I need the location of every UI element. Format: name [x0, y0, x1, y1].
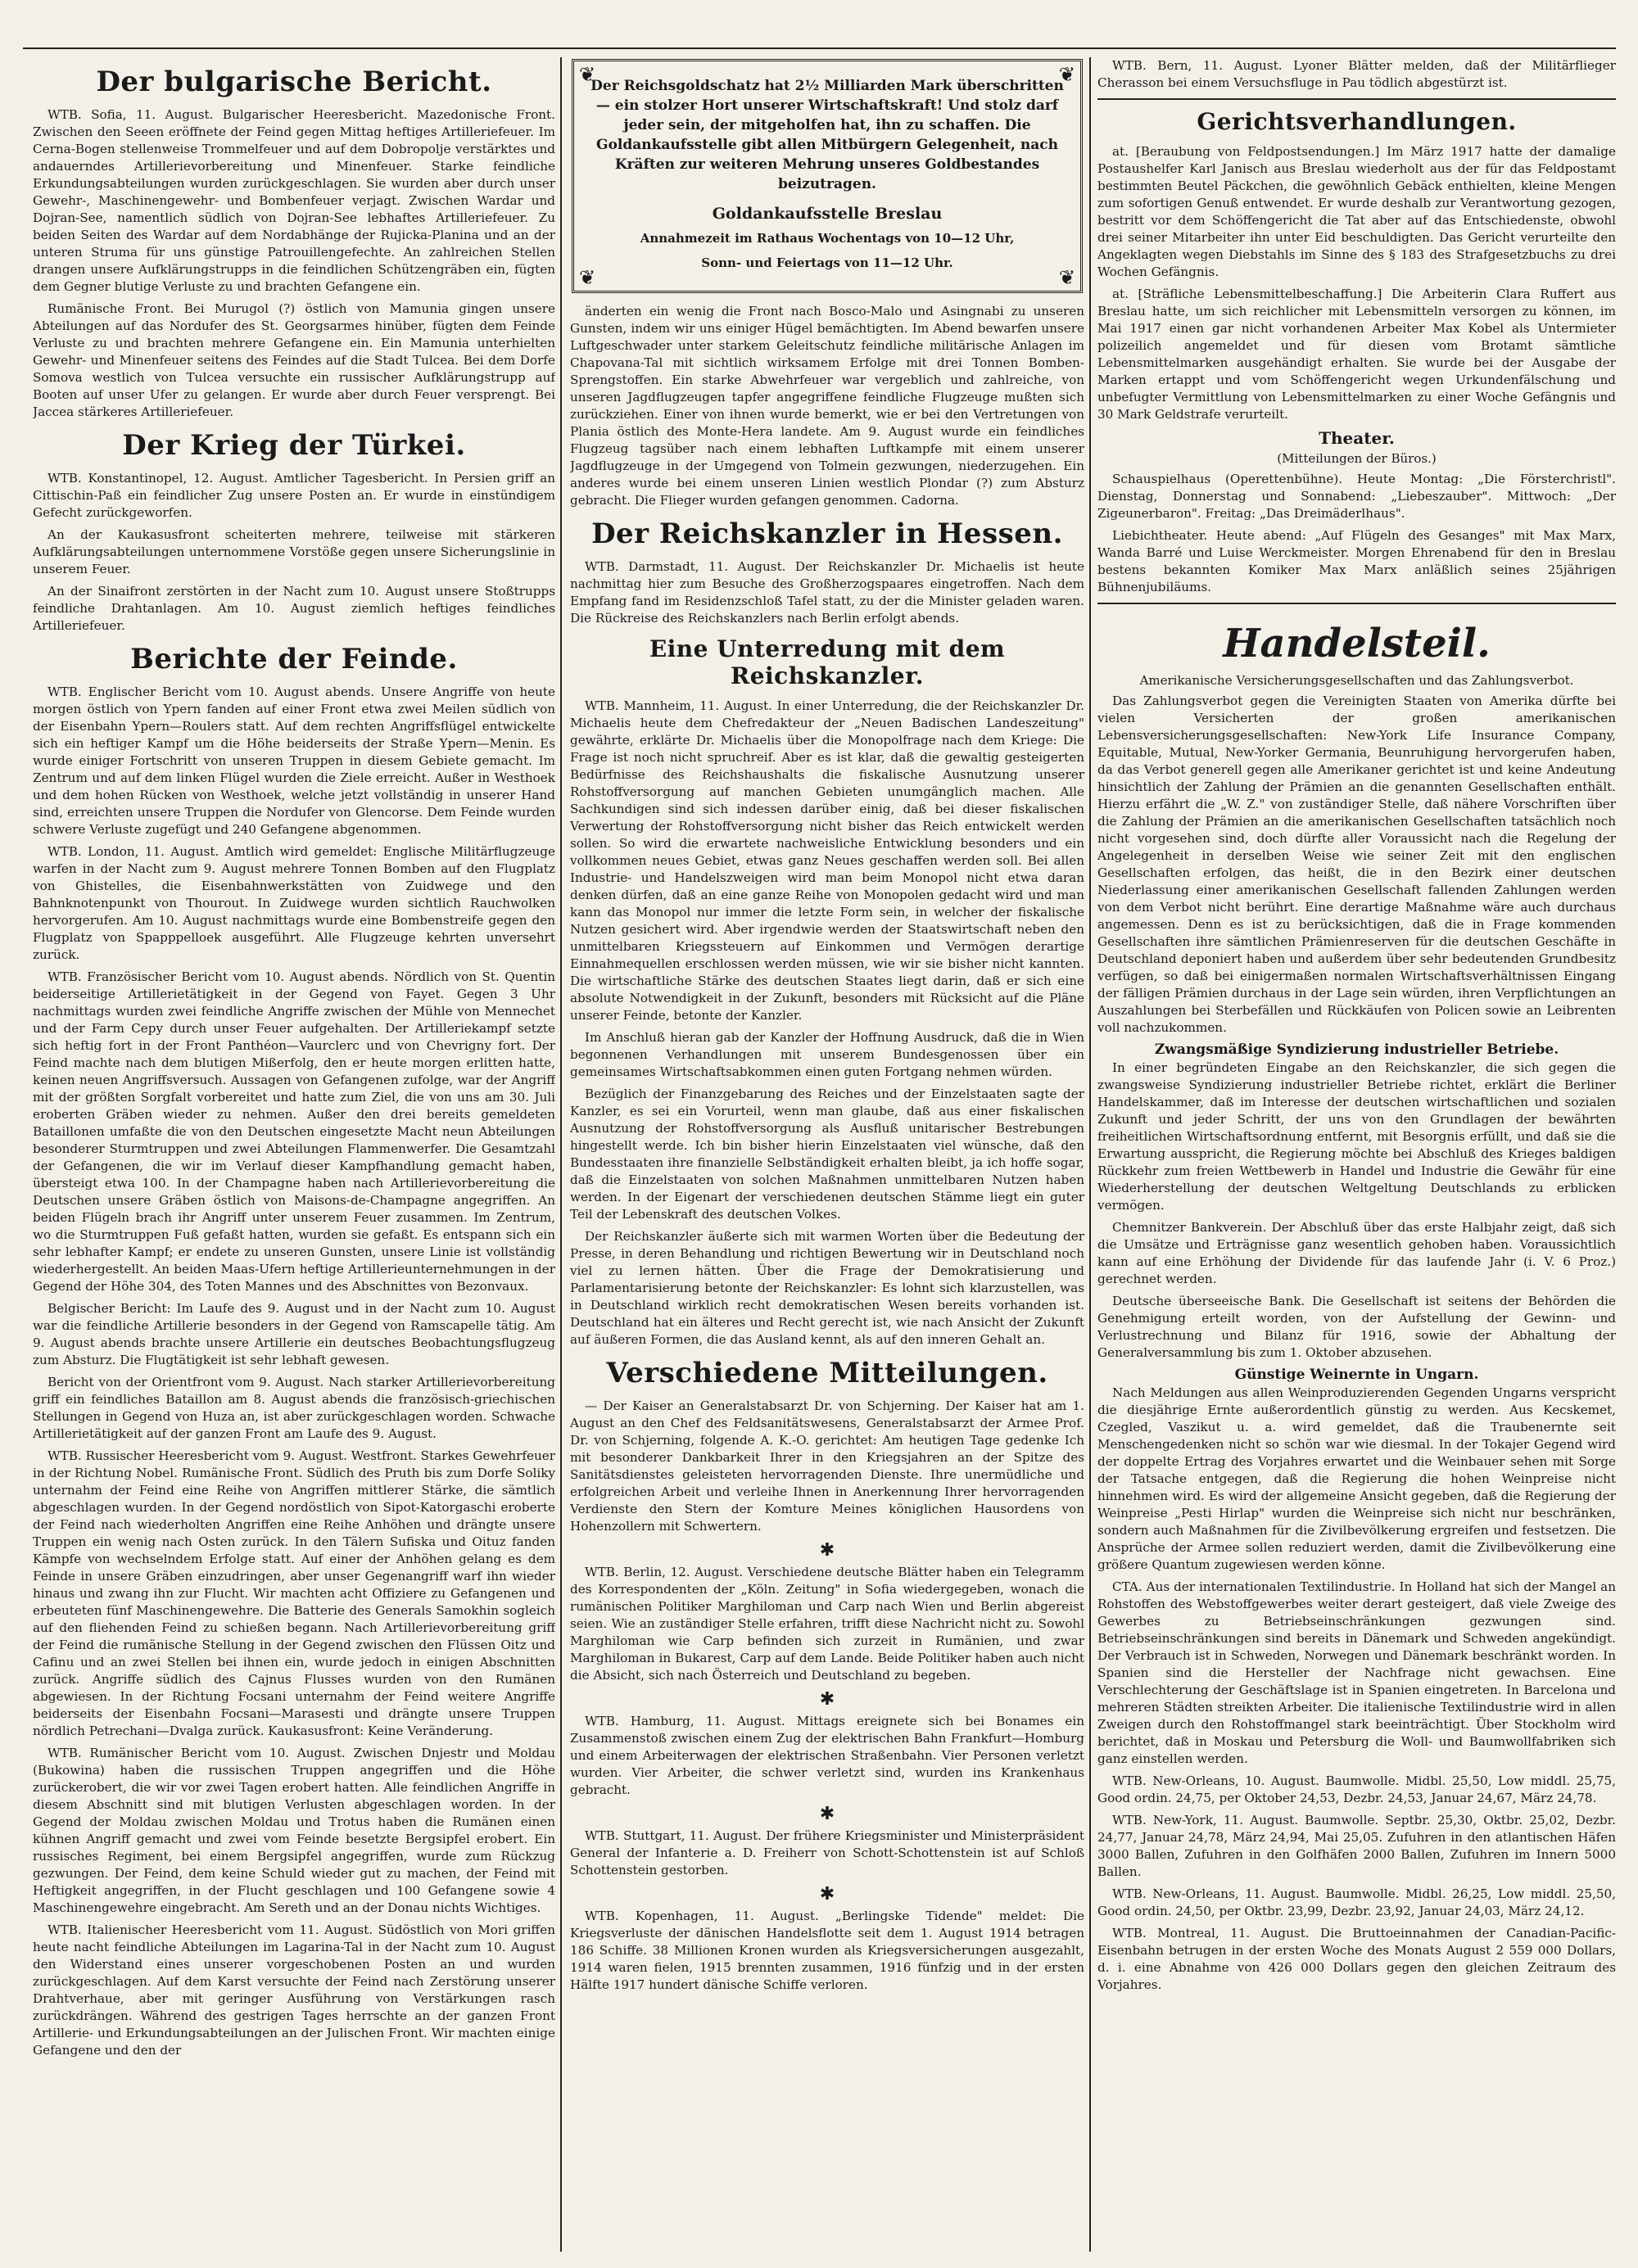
article-paragraph: WTB. New-Orleans, 11. August. Baumwolle. Midbl. 26,25, Low middl. 25,50, Good ordin. 24,50, per Oktbr. 23,99, Dezbr. 23,92, Januar 24,03, März 24,12.: [1097, 1886, 1616, 1918]
column-rule: [560, 57, 562, 2252]
article-paragraph: Belgischer Bericht: Im Laufe des 9. August und in der Nacht zum 10. August war die feindliche Artillerie besonders in der Gegend von Ramscapelle tätig. Am 9. August abends brachte unsere Artillerie ein deutsches Beobachtungsflugzeug zum Absturz. Die Flugtätigkeit ist sehr lebhaft gewesen.: [33, 1301, 555, 1367]
article-paragraph: WTB. Italienischer Heeresbericht vom 11. August. Südöstlich von Mori griffen heute nacht feindliche Abteilungen im Lagarina-Tal in der Nacht zum 10. August den Widerstand eines unserer vorgeschobenen Posten an und wurden zurückgeschlagen. Auf dem Karst versuchte der Feind nach Zerstörung unserer Drahtverhaue, aber mit geringer Ausführung von Verstärkungen rasch zurückdrängen. Während des gestrigen Tages herrschte an der ganzen Front Artillerie- und Erkundungsabteilungen an der Julischen Front. Wir machten einige Gefangene und den der: [33, 1922, 555, 2058]
divider: [1097, 603, 1616, 604]
article-paragraph: Schauspielhaus (Operettenbühne). Heute Montag: „Die Försterchristl". Dienstag, Donnerstag und Sonnabend: „Liebeszauber". Mittwoch: „Der Zigeunerbaron". Freitag: „Das Dreimäderlhaus".: [1097, 472, 1616, 521]
article-paragraph: änderten ein wenig die Front nach Bosco-Malo und Asingnabi zu unseren Gunsten, indem wir uns einiger Hügel bemächtigten. Im Abend bewarfen unsere Luftgeschwader unter starkem Geleitschutz feindliche militärische Anlagen im Chapovana-Tal mit sichtlich wirksamem Erfolge mit drei Tonnen Bomben-Sprengstoffen. Ein starke Abwehrfeuer war vergeblich und zahlreiche, von unseren Jagdflugzeugen tapfer angegriffene feindliche Flugzeuge mußten sich zurückziehen. Einer von ihnen wurde bemerkt, wie er bei den Vertretungen von Plania östlich des Monte-Hera landete. Am 9. August wurde ein feindliches Flugzeug tagsüber nach einem lebhaften Luftkampfe mit einem unserer Jagdflugzeuge in der Umgegend von Tolmein gezwungen, niederzugehen. Ein anderes wurde bei einem unseren Linien westlich Plondar (?) zum Absturz gebracht. Die Flieger wurden gefangen genommen. Cadorna.: [570, 304, 1084, 508]
article-paragraph: at. [Sträfliche Lebensmittelbeschaffung.] Die Arbeiterin Clara Ruffert aus Breslau hatte, um sich reichlicher mit Lebensmitteln versorgen zu können, im Mai 1917 einen gar nicht vorhandenen Arbeiter Max Kobel als Untermieter polizeilich angemeldet und für diesen vom Brotamt sämtliche Lebensmittelmarken ausgehändigt erhalten. Sie wurde bei der Ausgabe der Marken ertappt und vom Schöffengericht wegen Urkundenfälschung und unbefugter Vermittlung von Lebensmittelmarken zu einer Woche Gefängnis und 30 Mark Geldstrafe verurteilt.: [1097, 287, 1616, 422]
article-paragraph: WTB. Berlin, 12. August. Verschiedene deutsche Blätter haben ein Telegramm des Korrespondenten der „Köln. Zeitung" in Sofia wiedergegeben, wonach die rumänischen Politiker Marghiloman und Carp nach Wien und Berlin abgereist seien. Wie an zuständiger Stelle erfahren, trifft diese Nachricht nicht zu. Sowohl Marghiloman wie Carp befinden sich zurzeit in Rumänien, und zwar Marghiloman in Bukarest, Carp auf dem Lande. Beide Politiker haben auch nicht die Absicht, sich nach Österreich und Deutschland zu begeben.: [570, 1565, 1084, 1683]
divider: [1097, 98, 1616, 100]
article-paragraph: WTB. Darmstadt, 11. August. Der Reichskanzler Dr. Michaelis ist heute nachmittag hier zum Besuche des Großherzogspaares eingetroffen. Nach dem Empfang fand im Residenzschloß Tafel statt, zu der die Minister geladen waren. Die Rückreise des Reichskanzlers nach Berlin erfolgt abends.: [570, 559, 1084, 626]
headline-enemy-reports: Berichte der Feinde.: [130, 643, 458, 675]
article-paragraph: WTB. Konstantinopel, 12. August. Amtlicher Tagesbericht. In Persien griff an Cittischin-Paß ein feindlicher Zug unsere Posten an. Er wurde in einstündigem Gefecht zurückgeworfen.: [33, 471, 555, 520]
ornament-icon: ❦: [1058, 63, 1075, 86]
gold-notice-box: [572, 59, 1083, 293]
article-paragraph: WTB. New-Orleans, 10. August. Baumwolle. Midbl. 25,50, Low middl. 25,75, Good ordin. 24,75, per Oktober 24,53, Dezbr. 24,53, Januar 24,67, März 24,78.: [1097, 1773, 1616, 1805]
article-paragraph: Liebichtheater. Heute abend: „Auf Flügeln des Gesanges" mit Max Marx, Wanda Barré und Luise Werckmeister. Morgen Ehrenabend für den in Breslau bestens bekannten Komiker Max Marx anläßlich seines 25jährigen Bühnenjubiläums.: [1097, 528, 1616, 594]
ornament-icon: ❦: [579, 63, 596, 86]
article-paragraph: — Der Kaiser an Generalstabsarzt Dr. von Schjerning. Der Kaiser hat am 1. August an den Chef des Feldsanitätswesens, Generalstabsarzt der Armee Prof. Dr. von Schjerning, folgende A. K.-O. gerichtet: Am heutigen Tage gedenke Ich mit besonderer Dankbarkeit Ihrer in den Kriegsjahren an der Spitze des Sanitätsdienstes geleisteten hervorragenden Dienste. Ihre unermüdliche und erfolgreichen Arbeit und verleihe Ihnen in Anerkennung Ihrer hervorragenden Verdienste den Stern der Komture Meines königlichen Hausordens von Hohenzollern mit Schwertern.: [570, 1398, 1084, 1534]
separator-star-icon: ✱: [819, 1884, 835, 1904]
article-paragraph: Deutsche überseeische Bank. Die Gesellschaft ist seitens der Behörden die Genehmigung erteilt worden, von der Aufstellung der Gewinn- und Verlustrechnung und Bilanz für 1916, sowie der Abhaltung der Generalversammlung bis zum 1. Oktober abzusehen.: [1097, 1294, 1616, 1360]
headline-theater: Theater.: [1319, 428, 1395, 448]
article-paragraph: WTB. Hamburg, 11. August. Mittags ereignete sich bei Bonames ein Zusammenstoß zwischen einem Zug der elektrischen Bahn Frankfurt—Homburg und einem Arbeiterwagen der elektrischen Straßenbahn. Vier Personen verletzt wurden. Vier Arbeiter, die schwer verletzt sind, wurden ins Krankenhaus gebracht.: [570, 1714, 1084, 1797]
article-paragraph: WTB. Mannheim, 11. August. In einer Unterredung, die der Reichskanzler Dr. Michaelis heute dem Chefredakteur der „Neuen Badischen Landeszeitung" gewährte, erklärte Dr. Michaelis über die Monopolfrage nach dem Kriege: Die Frage ist noch nicht spruchreif. Aber es ist klar, daß die gewaltig gesteigerten Bedürfnisse des Reichshaushalts die fiskalische Ausnutzung unserer Rohstoffversorgung auf manchen Gebieten unumgänglich machen. Alle Sachkundigen sind sich indessen darüber einig, daß bei dieser fiskalischen Verwertung der Rohstoffversorgung nicht bisher das Reich entwickelt werden sollen. So wird die erwartete nachweisliche Entwicklung besonders und ein vollkommen neues Gebiet, etwas ganz Neues geschaffen werden soll. Bei allen Industrie- und Handelszweigen wird man beim Monopol nicht etwa daran denken dürfen, daß an eine ganze Reihe von Monopolen gedacht wird und man kann das Monopol nur immer die letzte Form sein, in welcher der fiskalische Nutzen gesichert wird. Aber irgendwie werden der Staatswirtschaft neben den unmittelbaren Kriegssteuern auf Einkommen und Vermögen derartige Einnahmequellen erschlossen werden müssen, wie wir sie bisher nicht kannten. Die wirtschaftliche Stärke des deutschen Staates liegt darin, daß er sich eine absolute Notwendigkeit in der Zukunft, besonders mit Rücksicht auf die Pläne unserer Feinde, betonte der Kanzler.: [570, 698, 1084, 1023]
article-paragraph: Bericht von der Orientfront vom 9. August. Nach starker Artillerievorbereitung griff ein feindliches Bataillon am 8. August abends die französisch-griechischen Stellungen in Gegend von Huza an, ist aber zurückgeschlagen worden. Schwache Artillerietätigkeit auf der ganzen Front am Laufe des 9. August.: [33, 1375, 555, 1441]
separator-star-icon: ✱: [819, 1689, 835, 1710]
article-paragraph: Rumänische Front. Bei Murugol (?) östlich von Mamunia gingen unsere Abteilungen auf das Nordufer des St. Georgsarmes hinüber, fügten dem Feinde Verluste zu und brachten mehrere Gefangene ein. Ein Mamunia unterhielten Gewehr- und Minenfeuer seitens des Feindes auf die Stadt Tulcea. Bei dem Dorfe Somova westlich von Tulcea versuchte ein russischer Aufklärungstrupp auf Booten auf unser Ufer zu gelangen. Er wurde aber durch Feuer versprengt. Bei Jaccea stärkeres Artilleriefeuer.: [33, 301, 555, 419]
column-rule: [1089, 57, 1091, 2252]
headline-misc: Verschiedene Mitteilungen.: [606, 1357, 1048, 1389]
column-1: [33, 57, 555, 2064]
article-paragraph: Nach Meldungen aus allen Weinproduzierenden Gegenden Ungarns verspricht die diesjährige Ernte außerordentlich günstig zu werden. Aus Kecskemet, Czegled, Vaszikut u. a. wird gemeldet, daß die Traubenernte seit Menschengedenken nicht so schön war wie diesmal. In der Tokajer Gegend wird der doppelte Ertrag des Vorjahres erwartet und die Weinbauer sehen mit Sorge der Tatsache entgegen, daß die Regierung die hohen Weinpreise nicht hinnehmen wird. Es wird der allgemeine Ansicht gegeben, daß die Regierung der Weinpreise „Pesti Hirlap" wurden die Weinpreise sich nicht nur beschränken, sondern auch Maßnahmen für die Zivilbevölkerung ergreifen und festsetzen. Die Ansprüche der Armee sollen reduziert werden, damit die Zivilbevölkerung eine größere Quantum zugewiesen werden könne.: [1097, 1385, 1616, 1572]
notice-text: Der Reichsgoldschatz hat 2½ Milliarden Mark überschritten — ein stolzer Hort unserer Wirtschaftskraft! Und stolz darf jeder sein, der mitgeholfen hat, ihn zu schaffen. Die Goldankaufsstelle gibt allen Mitbürgern Gelegenheit, nach Kräften zur weiteren Mehrung unseres Goldbestandes beizutragen.: [590, 78, 1064, 192]
article-paragraph: CTA. Aus der internationalen Textilindustrie. In Holland hat sich der Mangel an Rohstoffen des Webstoffgewerbes weiter derart gesteigert, daß viele Zweige des Gewerbes zu Betriebseinschränkungen gezwungen sind. Betriebseinschränkungen sind bereits in Dänemark und Schweden angekündigt. Der Verbrauch ist in Schweden, Norwegen und Dänemark beschränkt worden. In Spanien sind die Hersteller der Nachfrage nicht gewachsen. Eine Verschlechterung der Geschäftslage ist in Spanien eingetreten. In Barcelona und mehreren Städten streikten Arbeiter. Die italienische Textilindustrie wird in allen Zweigen durch den Rohstoffmangel stark beeinträchtigt. Über Stockholm wird berichtet, daß in Moskau und Petersburg die Woll- und Baumwollfabriken sich ganz einstellen werden.: [1097, 1579, 1616, 1766]
article-paragraph: WTB. Sofia, 11. August. Bulgarischer Heeresbericht. Mazedonische Front. Zwischen den Seeen eröffnete der Feind gegen Mittag heftiges Artilleriefeuer. Im Cerna-Bogen stellenweise Trommelfeuer und auf dem Dobropolje verstärktes und andauerndes Artillerievorbereitung und Minenfeuer. Starke feindliche Erkundungsabteilungen wurden zurückgeschlagen. Sie wurden aber durch unser Gewehr-, Maschinengewehr- und Bombenfeuer verjagt. Zwischen Wardar und Dojran-See, namentlich südlich von Dojran-See lebhaftes Artilleriefeuer. Zu beiden Seiten des Wardar auf dem Nordabhänge der Rujicka-Planina und an der unteren Struma für uns günstige Patrouillengefechte. An zahlreichen Stellen drangen unsere Aufklärungstrupps in die feindlichen Schützengräben ein, fügten dem Gegner blutige Verluste zu und brachten Gefangene ein.: [33, 107, 555, 294]
article-paragraph: at. [Beraubung von Feldpostsendungen.] Im März 1917 hatte der damalige Postaushelfer Karl Janisch aus Breslau wiederholt aus der für das Feldpostamt bestimmten Beutel Päckchen, die gewöhnlich Gebäck enthielten, kleine Mengen zum sofortigen Genuß entwendet. Er wurde deshalb zur Verantwortung gezogen, bestritt vor dem Schöffengericht die Tat aber auf das Entschiedenste, obwohl drei seiner Mitarbeiter ihn unter Eid beschuldigten. Das Gericht verurteilte den Angeklagten wegen Diebstahls im Sinne des § 183 des Strafgesetzbuchs zu drei Wochen Gefängnis.: [1097, 144, 1616, 279]
headline-commerce: Handelsteil.: [1223, 621, 1491, 666]
commerce-subtitle: Amerikanische Versicherungsgesellschaften und das Zahlungsverbot.: [1139, 673, 1574, 688]
headline-chancellor-hesse: Der Reichskanzler in Hessen.: [591, 517, 1063, 550]
article-paragraph: WTB. New-York, 11. August. Baumwolle. Septbr. 25,30, Oktbr. 25,02, Dezbr. 24,77, Januar 24,78, März 24,94, Mai 25,05. Zufuhren in den atlantischen Häfen 3000 Ballen, Zufuhren in den Golfhäfen 2000 Ballen, Zufuhren im Innern 5000 Ballen.: [1097, 1813, 1616, 1879]
ornament-icon: ❦: [1058, 266, 1075, 289]
article-paragraph: WTB. Montreal, 11. August. Die Bruttoeinnahmen der Canadian-Pacific-Eisenbahn betrugen in der ersten Woche des Monats August 2 559 000 Dollars, d. i. eine Abnahme von 426 000 Dollars gegen den gleichen Zeitraum des Vorjahres.: [1097, 1926, 1616, 1992]
separator-star-icon: ✱: [819, 1540, 835, 1561]
theater-subtitle: (Mitteilungen der Büros.): [1277, 451, 1437, 466]
column-2: [570, 57, 1084, 1999]
article-paragraph: WTB. Englischer Bericht vom 10. August abends. Unsere Angriffe von heute morgen östlich von Ypern fanden auf einer Front etwa zwei Meilen südlich von der Eisenbahn Ypern—Roulers statt. Auf dem rechten Angriffsflügel entwickelte sich ein heftiger Kampf um die Höhe beiderseits der Straße Ypern—Menin. Es wurde einiger Fortschritt von unseren Truppen in diesem Gebiete gemacht. Im Zentrum und auf dem linken Flügel wurden die Ziele erreicht. Außer in Westhoek und dem hohen Rücken von Westhoek, welche jetzt vollständig in unserer Hand sind, erreichten unsere Truppen die Nordufer von Glencorse. Dem Feinde wurden schwere Verluste zugefügt und 240 Gefangene abgenommen.: [33, 684, 555, 837]
article-paragraph: Das Zahlungsverbot gegen die Vereinigten Staaten von Amerika dürfte bei vielen Versicherten der großen amerikanischen Lebensversicherungsgesellschaften: New-York Life Insurance Company, Equitable, Mutual, New-Yorker Germania, Beunruhigung hervorgerufen haben, da das Verbot generell gegen alle Amerikaner gerichtet ist und keine Andeutung hinsichtlich der Zahlung der Prämien an die genannten Gesellschaften enthält. Hierzu erfährt die „W. Z." von zuständiger Stelle, daß nähere Vorschriften über die Zahlung der Prämien an die amerikanischen Gesellschaften tatsächlich noch nicht vorgesehen sind, doch dürfte aller Voraussicht nach die Regelung der Angelegenheit in derselben Weise wie seiner Zeit mit den englischen Gesellschaften erfolgen, das heißt, die in den Bezirk einer deutschen Niederlassung einer amerikanischen Gesellschaft fallenden Zahlungen werden von dem Verbot nicht berührt. Eine derartige Maßnahme wäre auch durchaus angemessen. Denn es ist zu berücksichtigen, daß die in Frage kommenden Gesellschaften ihre sämtlichen Prämienreserven für die deutschen Geschäfte in Deutschland deponiert haben und außerdem über sehr bedeutenden Grundbesitz verfügen, so daß bei einigermaßen normalen Wirtschaftsverhältnissen Eingang der fälligen Prämien durchaus in der Lage sein würden, ihren Verpflichtungen an Auszahlungen bei Sterbefällen und Rückkäufen von Policen sowie an Leibrenten voll nachzukommen.: [1097, 694, 1616, 1035]
notice-hours: Annahmezeit im Rathaus Wochentags von 10—12 Uhr,: [640, 231, 1015, 246]
headline-interview: Eine Unterredung mit dem Reichskanzler.: [649, 635, 1006, 689]
headline-turkey-war: Der Krieg der Türkei.: [122, 429, 466, 462]
article-paragraph: WTB. Stuttgart, 11. August. Der frühere Kriegsminister und Ministerpräsident General der Infanterie a. D. Freiherr von Schott-Schottenstein ist auf Schloß Schottenstein gestorben.: [570, 1828, 1084, 1877]
article-paragraph: Im Anschluß hieran gab der Kanzler der Hoffnung Ausdruck, daß die in Wien begonnenen Verhandlungen mit unserem Bundesgenossen über ein gemeinsames Wirtschaftsabkommen einen guten Fortgang nehmen würden.: [570, 1030, 1084, 1079]
headline-bulgarian-report: Der bulgarische Bericht.: [96, 66, 492, 98]
newspaper-page: [23, 57, 1616, 2252]
article-paragraph: An der Sinaifront zerstörten in der Nacht zum 10. August unsere Stoßtrupps feindliche Drahtanlagen. Am 10. August ziemlich heftiges feindliches Artilleriefeuer.: [33, 584, 555, 633]
ornament-icon: ❦: [579, 266, 596, 289]
article-paragraph: WTB. Kopenhagen, 11. August. „Berlingske Tidende" meldet: Die Kriegsverluste der dänischen Handelsflotte seit dem 1. August 1914 betragen 186 Schiffe. 38 Millionen Kronen wurden als Kriegsversicherungen ausgezahlt, 1914 waren fielen, 1915 brennten zusammen, 1916 fünfzig und in der ersten Hälfte 1917 hundert dänische Schiffe verloren.: [570, 1909, 1084, 1992]
subheadline-wine: Günstige Weinernte in Ungarn.: [1234, 1367, 1479, 1383]
article-paragraph: An der Kaukasusfront scheiterten mehrere, teilweise mit stärkeren Aufklärungsabteilungen unternommene Vorstöße gegen unsere Sicherungslinie in unserem Feuer.: [33, 527, 555, 576]
article-paragraph: WTB. Russischer Heeresbericht vom 9. August. Westfront. Starkes Gewehrfeuer in der Richtung Nobel. Rumänische Front. Südlich des Pruth bis zum Dorfe Soliky unternahm der Feind eine Reihe von Angriffen mittlerer Stärke, die sämtlich abgeschlagen wurden. In der Gegend nordöstlich von Sipot-Katorgaschi eroberte der Feind nach wiederholten Angriffen eine Reihe Anhöhen und drängte unsere Truppen ein wenig nach Osten zurück. In den Tälern Sufiska und Oituz fanden Kämpfe von wechselndem Erfolge statt. Auf einer der Anhöhen gelang es dem Feinde in unsere Gräben einzudringen, aber unser Gegenangriff warf ihn wieder hinaus und zwang ihn zur Flucht. Wir machten acht Offiziere zu Gefangenen und erbeuteten fünf Maschinengewehre. Die Batterie des Generals Samokhin sogleich auf den fliehenden Feind zu schießen begann. Nach Artillerievorbereitung griff der Feind die rumänische Stellung in der Gegend zwischen den Flüssen Oitz und Cafinu und an zwei Stellen bei ihnen ein, wurde jedoch in einigen Abschnitten zurück. Angriffe südlich des Cajnus Flusses wurden von den Rumänen abgewiesen. In der Richtung Focsani unternahm der Feind weitere Angriffe beiderseits der Eisenbahn Focsani—Marasesti und drängte unsere Truppen nördlich Petrechani—Dvalga zurück. Kaukasusfront: Keine Veränderung.: [33, 1448, 555, 1738]
subheadline-syndication: Zwangsmäßige Syndizierung industrieller Betriebe.: [1154, 1041, 1559, 1058]
separator-star-icon: ✱: [819, 1804, 835, 1824]
headline-court: Gerichtsverhandlungen.: [1197, 108, 1517, 135]
notice-hours: Sonn- und Feiertags von 11—12 Uhr.: [701, 255, 953, 270]
article-paragraph: WTB. Französischer Bericht vom 10. August abends. Nördlich von St. Quentin beiderseitige Artillerietätigkeit in der Gegend von Fayet. Gegen 3 Uhr nachmittags wurden zwei feindliche Angriffe zwischen der Mühle von Mennechet und der Farm Cepy durch unser Feuer aufgehalten. Der Artilleriekampf setzte sich heftig fort in der Front Panthéon—Vaurclerc und von Chevrigny fort. Der Feind machte nach dem blutigen Mißerfolg, den er heute morgen erlitten hatte, keinen neuen Angriffsversuch. Aussagen von Gefangenen zufolge, war der Angriff mit der größten Sorgfalt vorbereitet und hatte zum Ziel, die von uns am 30. Juli eroberten Gräben wieder zu nehmen. Außer den drei bereits gemeldeten Bataillonen umfaßte die von den Deutschen eingesetzte Macht neun Abteilungen besonderer Sturmtruppen und zwei Abteilungen Flammenwerfer. Die Gesamtzahl der Gefangenen, die wir im Verlauf dieser Kampfhandlung gemacht haben, übersteigt etwa 100. In der Champagne haben nach Artillerievorbereitung die Deutschen unsere Gräben östlich von Maisons-de-Champagne angegriffen. An beiden Flügeln brach ihr Angriff unter unserem Feuer zusammen. Im Zentrum, wo die Sturmtruppen Fuß gefaßt hatten, wurden sie gefaßt. Es entspann sich ein sehr lebhafter Kampf; er endete zu unseren Gunsten, unsere Linie ist vollständig wiederhergestellt. An beiden Maas-Ufern heftige Artillerieunternehmungen in der Gegend der Höhe 304, des Toten Mannes und des Abschnittes von Bezonvaux.: [33, 969, 555, 1294]
article-paragraph: In einer begründeten Eingabe an den Reichskanzler, die sich gegen die zwangsweise Syndizierung industrieller Betriebe richtet, erklärt die Berliner Handelskammer, daß im Interesse der deutschen wirtschaftlichen und sozialen Zukunft und jeder Schritt, der uns von den Grundlagen der bewährten freiheitlichen Wirtschaftsordnung entfernt, mit Besorgnis erfüllt, und daß sie die Erwartung ausspricht, die Regierung möchte bei Abschluß des Krieges baldigen Rückkehr zum freien Wettbewerb in Handel und Industrie die Gewähr für eine Wiederherstellung der deutschen Weltgeltung Deutschlands zu erblicken vermögen.: [1097, 1060, 1616, 1213]
article-paragraph: Bezüglich der Finanzgebarung des Reiches und der Einzelstaaten sagte der Kanzler, es sei ein Vorurteil, wenn man glaube, daß aus einer fiskalischen Ausnutzung der Rohstoffversorgung als Ausfluß unitarischer Bestrebungen hingestellt werde. Ich bin bisher hierin Einzelstaaten viel wünsche, daß den Bundesstaaten ihre finanzielle Selbständigkeit erhalten bleibt, ja ich hoffe sogar, daß die Einzelstaaten von solchen Maßnahmen unmittelbaren Nutzen haben werden. In der Eigenart der verschiedenen deutschen Stämme liegt ein guter Teil der Lebenskraft des deutschen Volkes.: [570, 1087, 1084, 1222]
article-paragraph: WTB. Bern, 11. August. Lyoner Blätter melden, daß der Militärflieger Cherasson bei einem Versuchsfluge in Pau tödlich abgestürzt ist.: [1097, 58, 1616, 90]
column-3: [1097, 57, 1616, 1999]
article-paragraph: WTB. Rumänischer Bericht vom 10. August. Zwischen Dnjestr und Moldau (Bukowina) haben die russischen Truppen angegriffen und die Höhe zurückerobert, die wir vor zwei Tagen erobert hatten. Alle feindlichen Angriffe in diesem Abschnitt sind mit blutigen Verlusten abgeschlagen worden. In der Gegend der Moldau zwischen Moldau und Trotus haben die Rumänen einen kühnen Angriff gemacht und zwei vom Feinde besetzte Bergsipfel erobert. Ein russisches Regiment, bei einem Bergsipfel angegriffen, wurde zum Rückzug gezwungen. Der Feind, dem keine Schuld wieder gut zu machen, der Feind mit Heftigkeit angegriffen, in der Flucht geschlagen und 100 Gefangene sowie 4 Maschinengewehre eingebracht. Am Sereth und an der Donau nichts Wichtiges.: [33, 1746, 555, 1915]
notice-office: Goldankaufsstelle Breslau: [712, 205, 943, 223]
masthead-rule: [23, 47, 1616, 49]
article-paragraph: Chemnitzer Bankverein. Der Abschluß über das erste Halbjahr zeigt, daß sich die Umsätze und Erträgnisse ganz wesentlich gehoben haben. Voraussichtlich kann auf eine Erhöhung der Dividende für das laufende Jahr (i. V. 6 Proz.) gerechnet werden.: [1097, 1220, 1616, 1286]
article-paragraph: WTB. London, 11. August. Amtlich wird gemeldet: Englische Militärflugzeuge warfen in der Nacht zum 9. August mehrere Tonnen Bomben auf den Flugplatz von Ghistelles, die Eisenbahnwerkstätten von Zuidwege und den Bahnknotenpunkt von Thourout. In Zuidwege wurden sichtlich Rauchwolken hervorgerufen. Am 10. August nachmittags wurde eine Bombenstreife gegen den Flugplatz von Spapppelloek ausgeführt. Alle Flugzeuge kehrten unversehrt zurück.: [33, 844, 555, 962]
article-paragraph: Der Reichskanzler äußerte sich mit warmen Worten über die Bedeutung der Presse, in deren Behandlung und richtigen Bewertung wir in Deutschland noch viel zu lernen hätten. Über die Frage der Demokratisierung und Parlamentarisierung betonte der Reichskanzler: Es lohnt sich klarzustellen, was in Deutschland wirklich recht demokratischen Wesen bereits vorhanden ist. Deutschland hat ein älteres und Recht gerecht ist, wie nach Ansicht der Zukunft auf äußeren Formen, die das Ausland kennt, als auf den inneren Gehalt an.: [570, 1229, 1084, 1347]
